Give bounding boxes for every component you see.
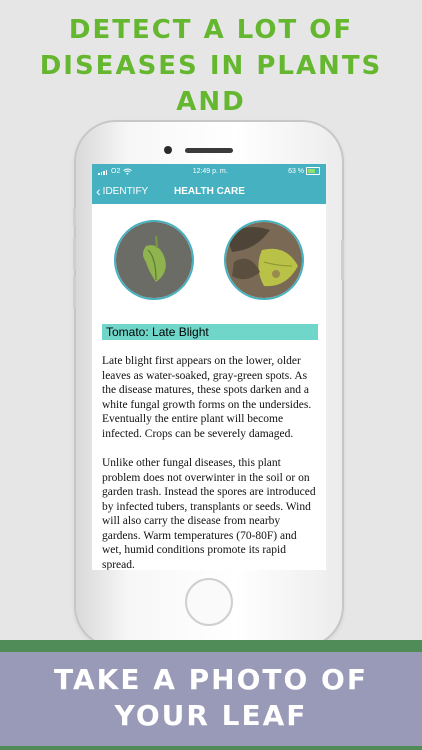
nav-bar: [92, 178, 326, 204]
leaf-photo-2[interactable]: [224, 220, 304, 300]
front-camera: [164, 146, 172, 154]
battery-indicator: [288, 167, 320, 175]
headline-line-1: DETECT A LOT OF: [68, 15, 354, 45]
leaf-photos: [92, 204, 326, 324]
description-paragraph-1: Late blight first appears on the lower, older leaves as water-soaked, gray-green spots. As the disease matures, these spots darken and a white fungal growth forms on the undersides. Eventually the entire plant will become infected. Crops can be severely damaged.: [102, 355, 312, 440]
banner-stripe-top: [0, 640, 422, 652]
app-screen: [92, 164, 326, 570]
leaf-photo-1[interactable]: [114, 220, 194, 300]
home-button[interactable]: [185, 578, 233, 626]
earpiece-speaker: [185, 148, 233, 153]
signal-bars-icon: [98, 168, 108, 175]
banner-line-2: YOUR LEAF: [114, 699, 308, 732]
headline-line-2: DISEASES IN PLANTS AND: [39, 51, 383, 117]
banner-stripe-bottom: [0, 746, 422, 750]
clock: 12:49 p. m.: [192, 167, 228, 175]
battery-percent: 63 %: [288, 167, 305, 175]
disease-title: Tomato: Late Blight: [102, 324, 318, 340]
banner-line-1: TAKE A PHOTO OF: [54, 663, 368, 696]
volume-up-button: [73, 238, 76, 270]
description-paragraph-2: Unlike other fungal diseases, this plant problem does not overwinter in the soil or on garden trash. Instead the spores are introduced by infected tubers, transplants or seeds. Wind will also carry the disease from nearby gardens. Warm temperatures (70-80F) and wet, humid conditions promote its rapid spread.: [102, 457, 316, 570]
battery-icon: [306, 167, 320, 175]
back-label: IDENTIFY: [102, 185, 149, 197]
carrier-label: O2: [111, 167, 121, 175]
nav-title: HEALTH CARE: [174, 185, 245, 197]
status-bar: [92, 164, 326, 178]
power-button: [341, 240, 344, 280]
volume-down-button: [73, 276, 76, 308]
mute-switch: [73, 208, 76, 226]
banner-text: [0, 652, 422, 734]
back-button[interactable]: [92, 184, 148, 198]
chevron-left-icon: ‹: [96, 183, 101, 199]
disease-description: [92, 340, 326, 570]
wifi-icon: [123, 168, 132, 175]
